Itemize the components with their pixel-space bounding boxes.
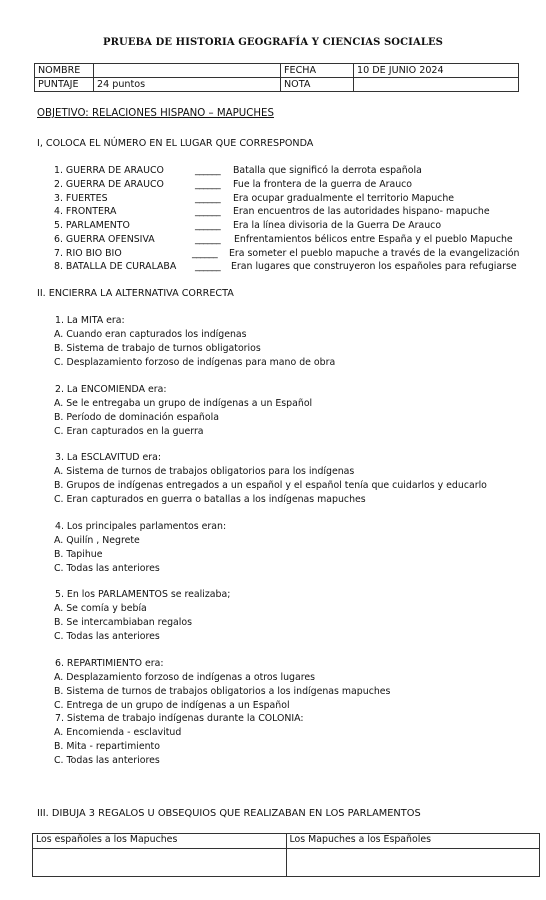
puntaje-label: PUNTAJE xyxy=(35,78,94,92)
answer-option[interactable]: C. Entrega de un grupo de indígenas a un Español xyxy=(54,700,290,711)
matching-term: 7. RIO BIO BIO xyxy=(54,248,122,259)
answer-option[interactable]: B. Tapihue xyxy=(54,549,103,560)
nota-label: NOTA xyxy=(281,78,354,92)
student-info-table xyxy=(34,63,519,92)
answer-option[interactable]: C. Todas las anteriores xyxy=(54,755,160,766)
answer-option[interactable]: C. Todas las anteriores xyxy=(54,631,160,642)
gifts-table xyxy=(32,833,540,877)
answer-option[interactable]: A. Se comía y bebía xyxy=(54,603,147,614)
answer-blank[interactable]: ______ xyxy=(195,234,221,245)
question: 2. La ENCOMIENDA era: xyxy=(55,384,167,395)
answer-blank[interactable]: ______ xyxy=(195,165,221,176)
answer-option[interactable]: B. Grupos de indígenas entregados a un español y el español tenía que cuidarlos y educarlo xyxy=(54,480,487,491)
answer-option[interactable]: B. Mita - repartimiento xyxy=(54,741,160,752)
matching-term: 5. PARLAMENTO xyxy=(54,220,130,231)
answer-option[interactable]: A. Encomienda - esclavitud xyxy=(54,727,182,738)
question: 7. Sistema de trabajo indígenas durante la COLONIA: xyxy=(55,713,304,724)
answer-option[interactable]: A. Se le entregaba un grupo de indígenas a un Español xyxy=(54,398,313,409)
section2-heading: II. ENCIERRA LA ALTERNATIVA CORRECTA xyxy=(37,288,234,299)
section3-heading: III. DIBUJA 3 REGALOS U OBSEQUIOS QUE REALIZABAN EN LOS PARLAMENTOS xyxy=(37,808,421,819)
matching-term: 3. FUERTES xyxy=(54,193,108,204)
matching-definition: Era someter el pueblo mapuche a través de la evangelización xyxy=(229,248,520,259)
answer-option[interactable]: A. Desplazamiento forzoso de indígenas a otros lugares xyxy=(54,672,316,683)
nota-field[interactable] xyxy=(354,78,519,92)
section1-heading: I, COLOCA EL NÚMERO EN EL LUGAR QUE CORRESPONDA xyxy=(37,138,314,149)
answer-blank[interactable]: ______ xyxy=(192,248,218,259)
matching-term: 6. GUERRA OFENSIVA xyxy=(54,234,155,245)
matching-definition: Eran lugares que construyeron los españoles para refugiarse xyxy=(231,261,517,272)
objective: OBJETIVO: RELACIONES HISPANO – MAPUCHES xyxy=(37,108,274,119)
question: 1. La MITA era: xyxy=(55,315,125,326)
question: 4. Los principales parlamentos eran: xyxy=(55,521,227,532)
nombre-label: NOMBRE xyxy=(35,64,94,78)
answer-option[interactable]: B. Período de dominación española xyxy=(54,412,219,423)
answer-blank[interactable]: ______ xyxy=(195,179,221,190)
matching-term: 1. GUERRA DE ARAUCO xyxy=(54,165,164,176)
question: 3. La ESCLAVITUD era: xyxy=(55,452,162,463)
matching-definition: Era ocupar gradualmente el territorio Mapuche xyxy=(233,193,455,204)
answer-option[interactable]: B. Se intercambiaban regalos xyxy=(54,617,193,628)
document-title: PRUEBA DE HISTORIA GEOGRAFÍA Y CIENCIAS SOCIALES xyxy=(103,37,443,48)
matching-definition: Eran encuentros de las autoridades hispano- mapuche xyxy=(233,206,490,217)
answer-option[interactable]: B. Sistema de trabajo de turnos obligatorios xyxy=(54,343,261,354)
answer-option[interactable]: A. Sistema de turnos de trabajos obligatorios para los indígenas xyxy=(54,466,355,477)
fecha-value: 10 DE JUNIO 2024 xyxy=(354,64,519,78)
nombre-field[interactable] xyxy=(94,64,281,78)
question: 5. En los PARLAMENTOS se realizaba; xyxy=(55,589,231,600)
answer-blank[interactable]: ______ xyxy=(195,193,221,204)
answer-option[interactable]: C. Eran capturados en la guerra xyxy=(54,426,204,437)
gifts-col1-drawing-area[interactable] xyxy=(33,849,287,877)
answer-option[interactable]: A. Quilín , Negrete xyxy=(54,535,140,546)
answer-option[interactable]: C. Eran capturados en guerra o batallas a los indígenas mapuches xyxy=(54,494,366,505)
fecha-label: FECHA xyxy=(281,64,354,78)
matching-term: 2. GUERRA DE ARAUCO xyxy=(54,179,164,190)
answer-option[interactable]: B. Sistema de turnos de trabajos obligatorios a los indígenas mapuches xyxy=(54,686,391,697)
question: 6. REPARTIMIENTO era: xyxy=(55,658,164,669)
matching-term: 8. BATALLA DE CURALABA xyxy=(54,261,177,272)
answer-option[interactable]: A. Cuando eran capturados los indígenas xyxy=(54,329,247,340)
answer-blank[interactable]: ______ xyxy=(195,220,221,231)
answer-option[interactable]: C. Desplazamiento forzoso de indígenas para mano de obra xyxy=(54,357,336,368)
answer-blank[interactable]: ______ xyxy=(195,261,221,272)
gifts-col1-header: Los españoles a los Mapuches xyxy=(33,834,287,849)
matching-definition: Fue la frontera de la guerra de Arauco xyxy=(233,179,413,190)
matching-term: 4. FRONTERA xyxy=(54,206,117,217)
puntaje-value: 24 puntos xyxy=(94,78,281,92)
answer-blank[interactable]: ______ xyxy=(195,206,221,217)
gifts-col2-drawing-area[interactable] xyxy=(286,849,540,877)
matching-definition: Era la línea divisoria de la Guerra De Arauco xyxy=(233,220,442,231)
matching-definition: Enfrentamientos bélicos entre España y el pueblo Mapuche xyxy=(234,234,513,245)
answer-option[interactable]: C. Todas las anteriores xyxy=(54,563,160,574)
gifts-col2-header: Los Mapuches a los Españoles xyxy=(286,834,540,849)
matching-definition: Batalla que significó la derrota española xyxy=(233,165,422,176)
